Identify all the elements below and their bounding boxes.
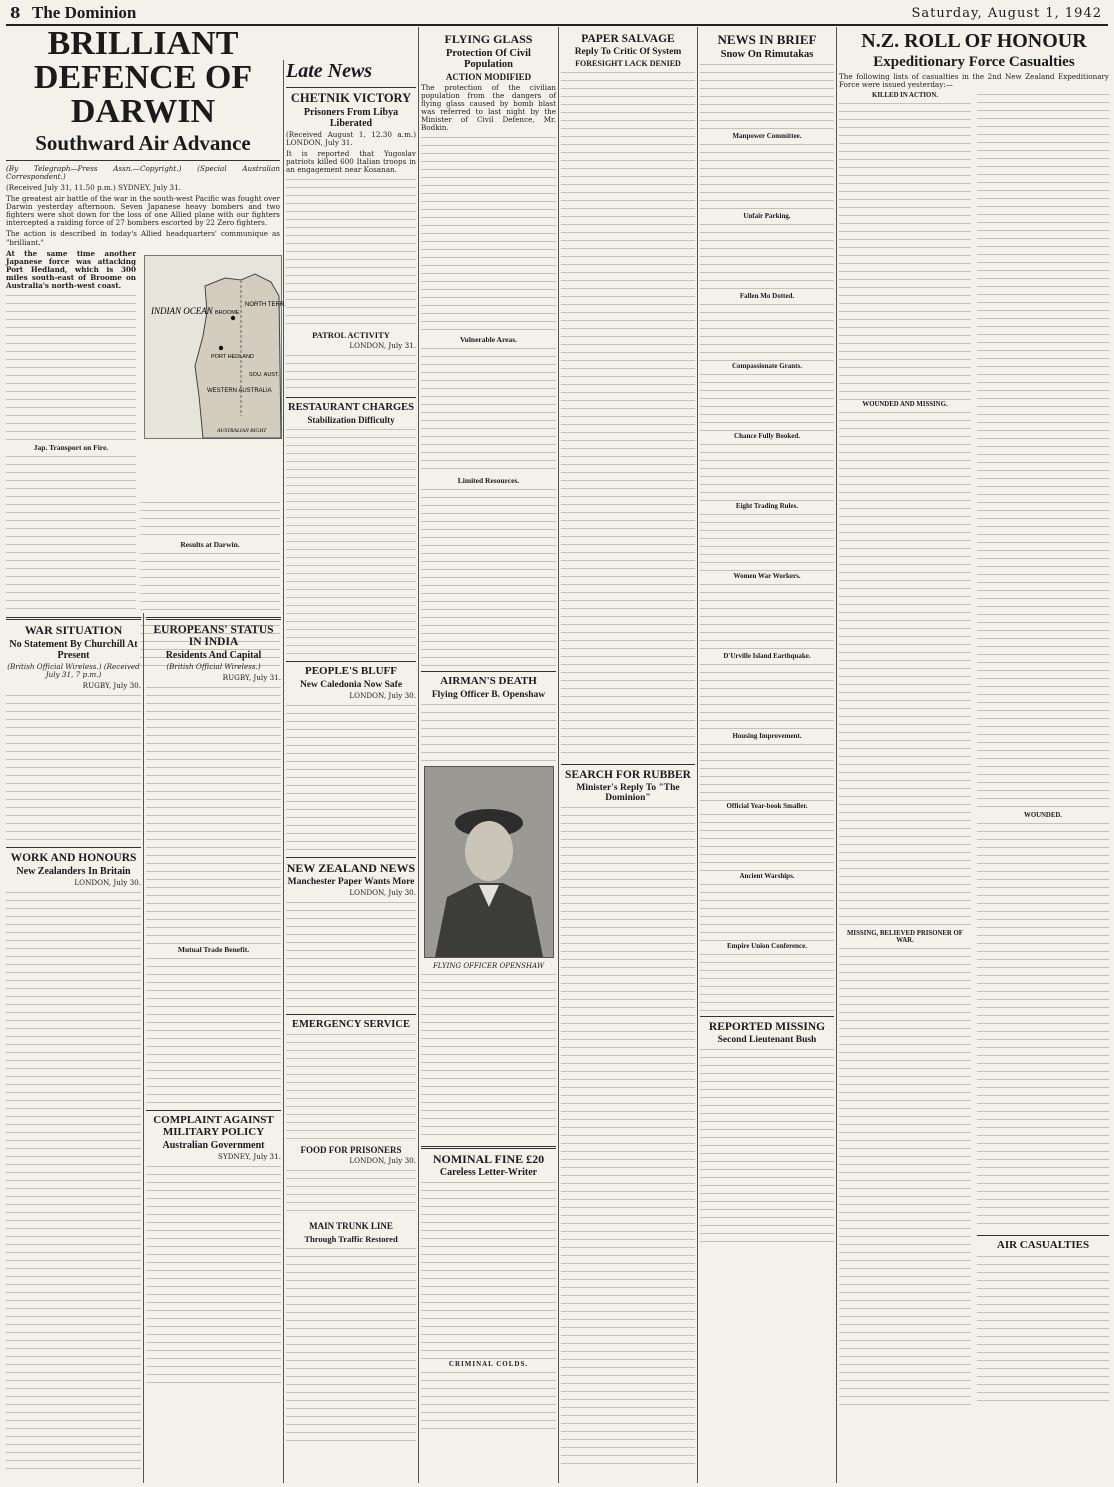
airman-subhead: Flying Officer B. Openshaw — [431, 689, 546, 700]
roll-intro: The following lists of casualties in the 2nd New Zealand Expeditionary Force were issued yesterday:— — [839, 72, 1109, 90]
main-trunk-subhead: Through Traffic Restored — [304, 1233, 398, 1244]
flying-glass-text: The protection of the civilian population from the dangers of flying glass caused by bomb blast was referred to last night by the Minister of Civil Defence, Mr. Bodkin. — [421, 82, 556, 132]
flying-glass-column — [421, 27, 556, 1477]
brief-item: Unfair Parking. — [743, 211, 791, 220]
late-news-banner: Late News — [286, 60, 373, 82]
restaurant-headline: RESTAURANT CHARGES — [288, 402, 414, 414]
openshaw-caption: FLYING OFFICER OPENSHAW — [432, 961, 545, 970]
column-rule — [697, 27, 698, 1483]
peoples-bluff-subhead: New Caledonia Now Safe — [299, 679, 403, 690]
flying-glass-subhead: Protection Of Civil Population — [446, 47, 531, 70]
darwin-subhead: Southward Air Advance — [35, 131, 251, 155]
paper-salvage-headline: PAPER SALVAGE — [581, 33, 675, 45]
nz-news-headline: NEW ZEALAND NEWS — [286, 861, 416, 876]
news-brief-subhead: Snow On Rimutakas — [720, 48, 814, 60]
brief-item: Manpower Committee. — [732, 131, 802, 140]
darwin-quote: The action is described in today's Allied headquarters' communique as "brilliant." — [6, 229, 280, 247]
roll-section-wounded: WOUNDED. — [1024, 812, 1062, 820]
peoples-bluff-headline: PEOPLE'S BLUFF — [305, 665, 397, 678]
page-number: 8 — [10, 4, 21, 22]
war-situation-credit: (British Official Wireless.) (Received July 31, 7 p.m.) — [7, 661, 140, 679]
patrol-dateline: LONDON, July 31. — [349, 341, 416, 351]
criminal-colds: CRIMINAL COLDS. — [448, 1360, 529, 1369]
europeans-dateline: RUGBY, July 31. — [222, 673, 281, 683]
europeans-subhead: Residents And Capital — [165, 650, 262, 662]
darwin-para2: At the same time another Japanese force was attacking Port Hedland, which is 300 miles south-east of Broome on Australia's north-west coast. — [6, 248, 136, 290]
news-in-brief-column — [700, 27, 834, 1477]
western-label: WESTERN AUSTRALIA — [207, 388, 272, 394]
column-rule — [143, 613, 144, 1483]
newspaper-title: The Dominion — [32, 3, 137, 22]
darwin-headline: BRILLIANT DEFENCE OF DARWIN — [33, 25, 253, 130]
reported-missing-subhead: Second Lieutenant Bush — [717, 1034, 817, 1045]
nz-news-subhead: Manchester Paper Wants More — [287, 876, 415, 887]
brief-item: D'Urville Island Earthquake. — [723, 651, 811, 660]
brief-item: Compassionate Grants. — [731, 361, 802, 370]
news-brief-headline: NEWS IN BRIEF — [717, 32, 817, 47]
brief-item: Women War Workers. — [733, 571, 801, 580]
chetnik-dateline: (Received August 1, 12.30 a.m.) LONDON, July 31. — [286, 130, 416, 148]
work-honours-subhead: New Zealanders In Britain — [16, 865, 131, 877]
war-situation-subhead: No Statement By Churchill At Present — [9, 638, 138, 661]
paper-salvage-subhead2: FORESIGHT LACK DENIED — [575, 59, 681, 69]
roll-section-killed: KILLED IN ACTION. — [872, 92, 938, 100]
brief-item: Ancient Warships. — [739, 871, 795, 880]
chetnik-headline: CHETNIK VICTORY — [290, 91, 412, 105]
brief-item: Official Year-book Smaller. — [726, 801, 808, 810]
map-drawing — [145, 256, 286, 438]
chetnik-text: It is reported that Yugoslav patriots killed 600 Italian troops in an engagement near Kosanan. — [286, 149, 416, 175]
darwin-credit: (By Telegraph—Press Assn.—Copyright.) (Special Australian Correspondent.) — [6, 164, 280, 182]
brief-item: Chance Fully Booked. — [734, 431, 800, 440]
chetnik-subhead: Prisoners From Libya Liberated — [303, 107, 399, 130]
flying-glass-headline: FLYING GLASS — [444, 32, 533, 46]
nz-news-dateline: LONDON, July 30. — [349, 887, 416, 897]
flying-glass-sub-vulnerable: Vulnerable Areas. — [459, 334, 518, 344]
europeans-credit: (British Official Wireless.) — [166, 662, 261, 672]
roll-subhead: Expeditionary Force Casualties — [873, 54, 1075, 70]
restaurant-subhead: Stabilization Difficulty — [307, 415, 395, 426]
europeans-sub-trade: Mutual Trade Benefit. — [177, 945, 250, 955]
rubber-subhead: Minister's Reply To "The Dominion" — [576, 783, 680, 804]
masthead — [6, 2, 1108, 26]
food-dateline: LONDON, July 30. — [349, 1156, 416, 1166]
issue-date: Saturday, August 1, 1942 — [911, 6, 1102, 21]
map-australia — [144, 255, 286, 439]
rubber-headline: SEARCH FOR RUBBER — [565, 769, 691, 782]
roll-of-honour-column — [839, 27, 1109, 1477]
column-rule — [283, 60, 284, 1483]
brief-item: Eight Trading Rules. — [735, 501, 799, 510]
nominal-fine-subhead: Careless Letter-Writer — [439, 1167, 538, 1179]
complaint-dateline: SYDNEY, July 31. — [218, 1152, 281, 1162]
paper-salvage-column — [561, 27, 695, 1477]
europeans-headline: EUROPEANS' STATUS IN INDIA — [153, 624, 274, 649]
work-honours-headline: WORK AND HONOURS — [10, 851, 137, 864]
late-news-column — [286, 60, 416, 1480]
brief-item: Empire Union Conference. — [726, 941, 808, 950]
north-label: NORTH TERR. — [245, 302, 286, 308]
flying-glass-sub-limited: Limited Resources. — [457, 475, 520, 485]
patrol-headline: PATROL ACTIVITY — [312, 330, 390, 341]
brief-item: Fallen Mo Dotted. — [739, 291, 795, 300]
war-situation-dateline: RUGBY, July 30. — [82, 680, 141, 690]
south-label: SOU. AUST. — [249, 372, 280, 378]
darwin-dateline: (Received July 31, 11.50 p.m.) SYDNEY, July 31. — [6, 183, 181, 193]
ocean-label: INDIAN OCEAN — [151, 306, 213, 316]
food-headline: FOOD FOR PRISONERS — [300, 1144, 402, 1155]
brief-item: Housing Improvement. — [732, 731, 802, 740]
bight-label: AUSTRALIAN BIGHT — [217, 428, 267, 434]
reported-missing-headline: REPORTED MISSING — [708, 1020, 826, 1033]
main-trunk-headline: MAIN TRUNK LINE — [309, 1221, 393, 1232]
peoples-bluff-dateline: LONDON, July 30. — [349, 690, 416, 700]
roll-headline: N.Z. ROLL OF HONOUR — [861, 30, 1087, 52]
complaint-subhead: Australian Government — [162, 1140, 265, 1152]
flying-glass-subhead2: ACTION MODIFIED — [445, 71, 532, 82]
portrait-drawing — [425, 767, 553, 957]
port-hedland-marker — [219, 346, 223, 350]
nominal-fine-headline: NOMINAL FINE £20 — [432, 1151, 545, 1166]
openshaw-photo — [424, 766, 554, 958]
column-rule — [836, 27, 837, 1483]
work-honours-dateline: LONDON, July 30. — [74, 877, 141, 887]
roll-section-prisoner: MISSING, BELIEVED PRISONER OF WAR. — [847, 930, 963, 945]
air-casualties-headline: AIR CASUALTIES — [996, 1239, 1090, 1252]
europeans-column — [146, 613, 281, 1483]
darwin-subhead-results: Results at Darwin. — [180, 539, 240, 549]
war-situation-column — [6, 613, 141, 1483]
complaint-headline: COMPLAINT AGAINST MILITARY POLICY — [153, 1114, 274, 1138]
paper-salvage-subhead: Reply To Critic Of System — [574, 47, 682, 58]
darwin-lede: The greatest air battle of the war in the south-west Pacific was fought over Darwin yesterday afternoon. Seven Japanese heavy bombers and two fighters were shot down for the loss of one Allied plane with our fighters intercepted a raiding force of 27 bombers escorted by 22 Zero fighters. — [6, 194, 280, 228]
airman-headline: AIRMAN'S DEATH — [440, 674, 537, 687]
column-rule — [418, 27, 419, 1483]
broome-marker — [231, 316, 235, 320]
port-hedland-label: PORT HEDLAND — [211, 354, 254, 360]
broome-label: BROOME — [215, 310, 240, 316]
darwin-subhead-transport: Jap. Transport on Fire. — [33, 442, 109, 452]
roll-section-missing: WOUNDED AND MISSING. — [862, 401, 948, 409]
emergency-headline: EMERGENCY SERVICE — [292, 1018, 410, 1030]
column-rule — [558, 27, 559, 1483]
war-situation-headline: WAR SITUATION — [24, 623, 123, 637]
